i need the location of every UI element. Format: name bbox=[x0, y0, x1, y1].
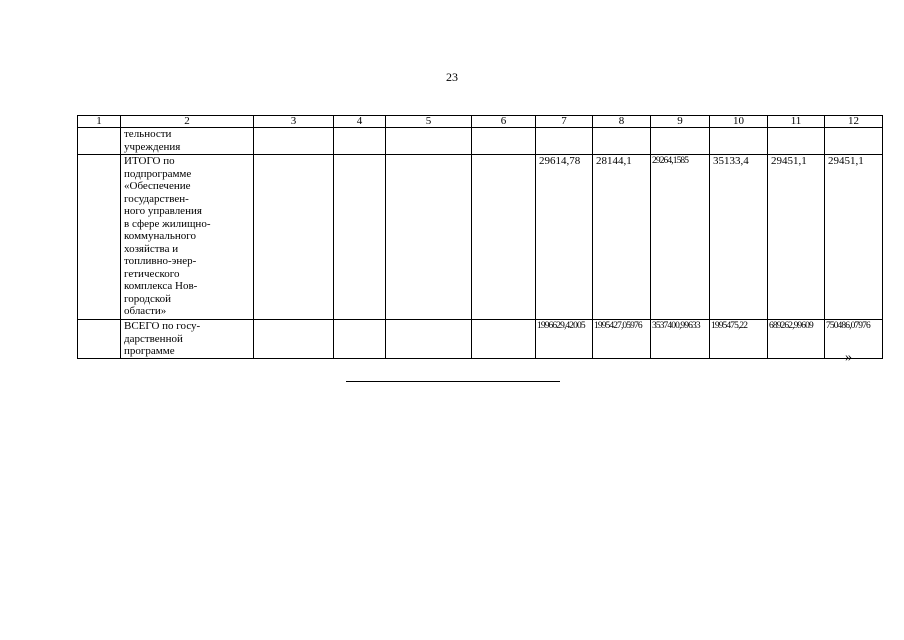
value-cell: 35133,4 bbox=[710, 155, 768, 320]
value-cell: 1995427,05976 bbox=[593, 320, 651, 359]
table-cell bbox=[472, 128, 536, 155]
column-header: 11 bbox=[768, 116, 825, 128]
value-cell: 1996629,42005 bbox=[536, 320, 593, 359]
table-cell bbox=[254, 128, 334, 155]
column-header: 1 bbox=[78, 116, 121, 128]
value-cell: 689262,99609 bbox=[768, 320, 825, 359]
closing-quote: » bbox=[845, 350, 852, 365]
column-number-row bbox=[78, 116, 883, 128]
table-cell bbox=[254, 320, 334, 359]
value-cell: 29451,1 bbox=[825, 155, 883, 320]
table-cell bbox=[768, 128, 825, 155]
row-name-cell: ИТОГО по подпрограмме «Обеспечение государствен- ного управления в сфере жилищно- коммунального хозяйства и топливно-энер- гетического комплекса Нов- городской области» bbox=[121, 155, 254, 320]
table-cell bbox=[78, 128, 121, 155]
table-cell bbox=[386, 155, 472, 320]
table-cell bbox=[334, 155, 386, 320]
column-header: 7 bbox=[536, 116, 593, 128]
table-cell bbox=[334, 320, 386, 359]
column-header: 10 bbox=[710, 116, 768, 128]
column-header: 12 bbox=[825, 116, 883, 128]
table-cell bbox=[254, 155, 334, 320]
table-row bbox=[78, 155, 883, 320]
value-cell: 29614,78 bbox=[536, 155, 593, 320]
value-cell: 29451,1 bbox=[768, 155, 825, 320]
value-cell: 1995475,22 bbox=[710, 320, 768, 359]
table-cell bbox=[536, 128, 593, 155]
table-cell bbox=[386, 320, 472, 359]
table-row bbox=[78, 320, 883, 359]
table-row bbox=[78, 128, 883, 155]
page-number: 23 bbox=[446, 70, 458, 84]
budget-table bbox=[77, 115, 883, 359]
column-header: 2 bbox=[121, 116, 254, 128]
value-cell: 28144,1 bbox=[593, 155, 651, 320]
value-cell: 750486,07976 bbox=[825, 320, 883, 359]
value-cell: 3537400,99633 bbox=[651, 320, 710, 359]
table-cell bbox=[386, 128, 472, 155]
table-cell bbox=[651, 128, 710, 155]
table-cell bbox=[825, 128, 883, 155]
column-header: 3 bbox=[254, 116, 334, 128]
table-cell bbox=[334, 128, 386, 155]
row-name-cell: ВСЕГО по госу- дарственной программе bbox=[121, 320, 254, 359]
table-cell bbox=[78, 155, 121, 320]
column-header: 9 bbox=[651, 116, 710, 128]
table-cell bbox=[472, 320, 536, 359]
table-cell bbox=[593, 128, 651, 155]
column-header: 5 bbox=[386, 116, 472, 128]
column-header: 4 bbox=[334, 116, 386, 128]
column-header: 6 bbox=[472, 116, 536, 128]
table-cell bbox=[710, 128, 768, 155]
table-cell bbox=[472, 155, 536, 320]
column-header: 8 bbox=[593, 116, 651, 128]
footer-rule bbox=[346, 381, 560, 382]
value-cell: 29264,1585 bbox=[651, 155, 710, 320]
table-cell bbox=[78, 320, 121, 359]
row-name-cell: тельности учреждения bbox=[121, 128, 254, 155]
